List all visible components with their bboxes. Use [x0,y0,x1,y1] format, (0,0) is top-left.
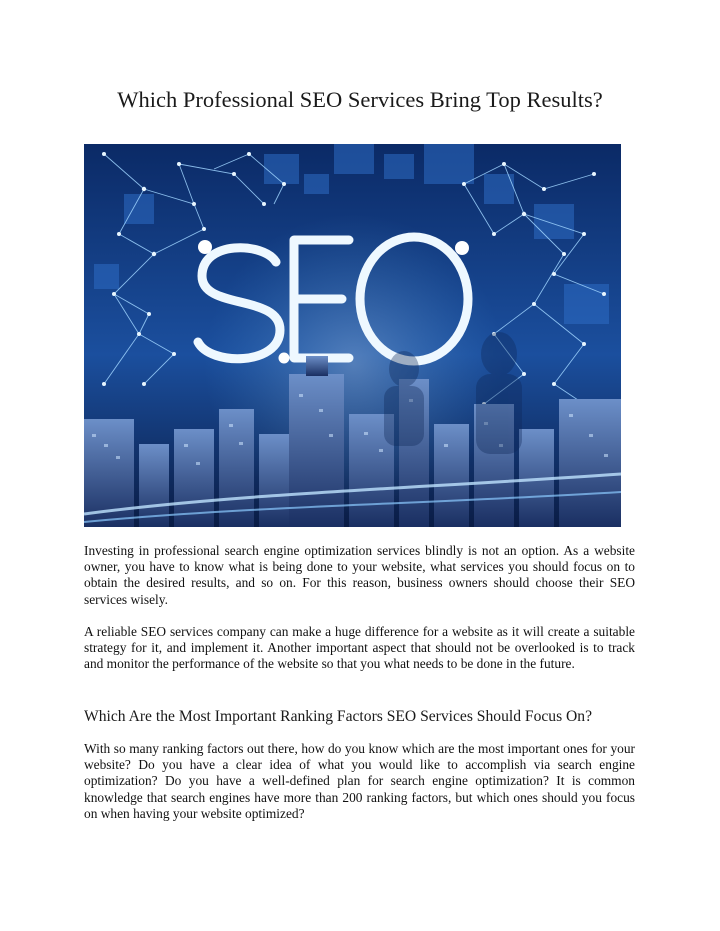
section-heading: Which Are the Most Important Ranking Factors SEO Services Should Focus On? [84,708,593,725]
company-paragraph: A reliable SEO services company can make a huge difference for a website as it will create a suitable strategy for it, and implement it. Another important aspect that should not be overlooked is to track and monitor the performance of the website so that you what needs to be done in the future. [84,624,635,672]
intro-paragraph: Investing in professional search engine optimization services blindly is not an option. As a website owner, you have to know what is being done to your website, what services you should focus on to obtain the desired results, and so on. For this reason, business owners should choose their SEO services wisely. [84,543,635,607]
page-title: Which Professional SEO Services Bring Top Results? [117,87,603,112]
ranking-factors-paragraph: With so many ranking factors out there, how do you know which are the most important ones for your website? Do you have a clear idea of what you would like to accomplish via search engine optimization? Do you have a well-defined plan for search engine optimization? It is common knowledge that search engines have more than 200 ranking factors, but which ones should you focus on when having your website optimized? [84,741,635,821]
seo-hero-image [84,144,621,527]
seo-network-city-illustration [84,144,621,527]
